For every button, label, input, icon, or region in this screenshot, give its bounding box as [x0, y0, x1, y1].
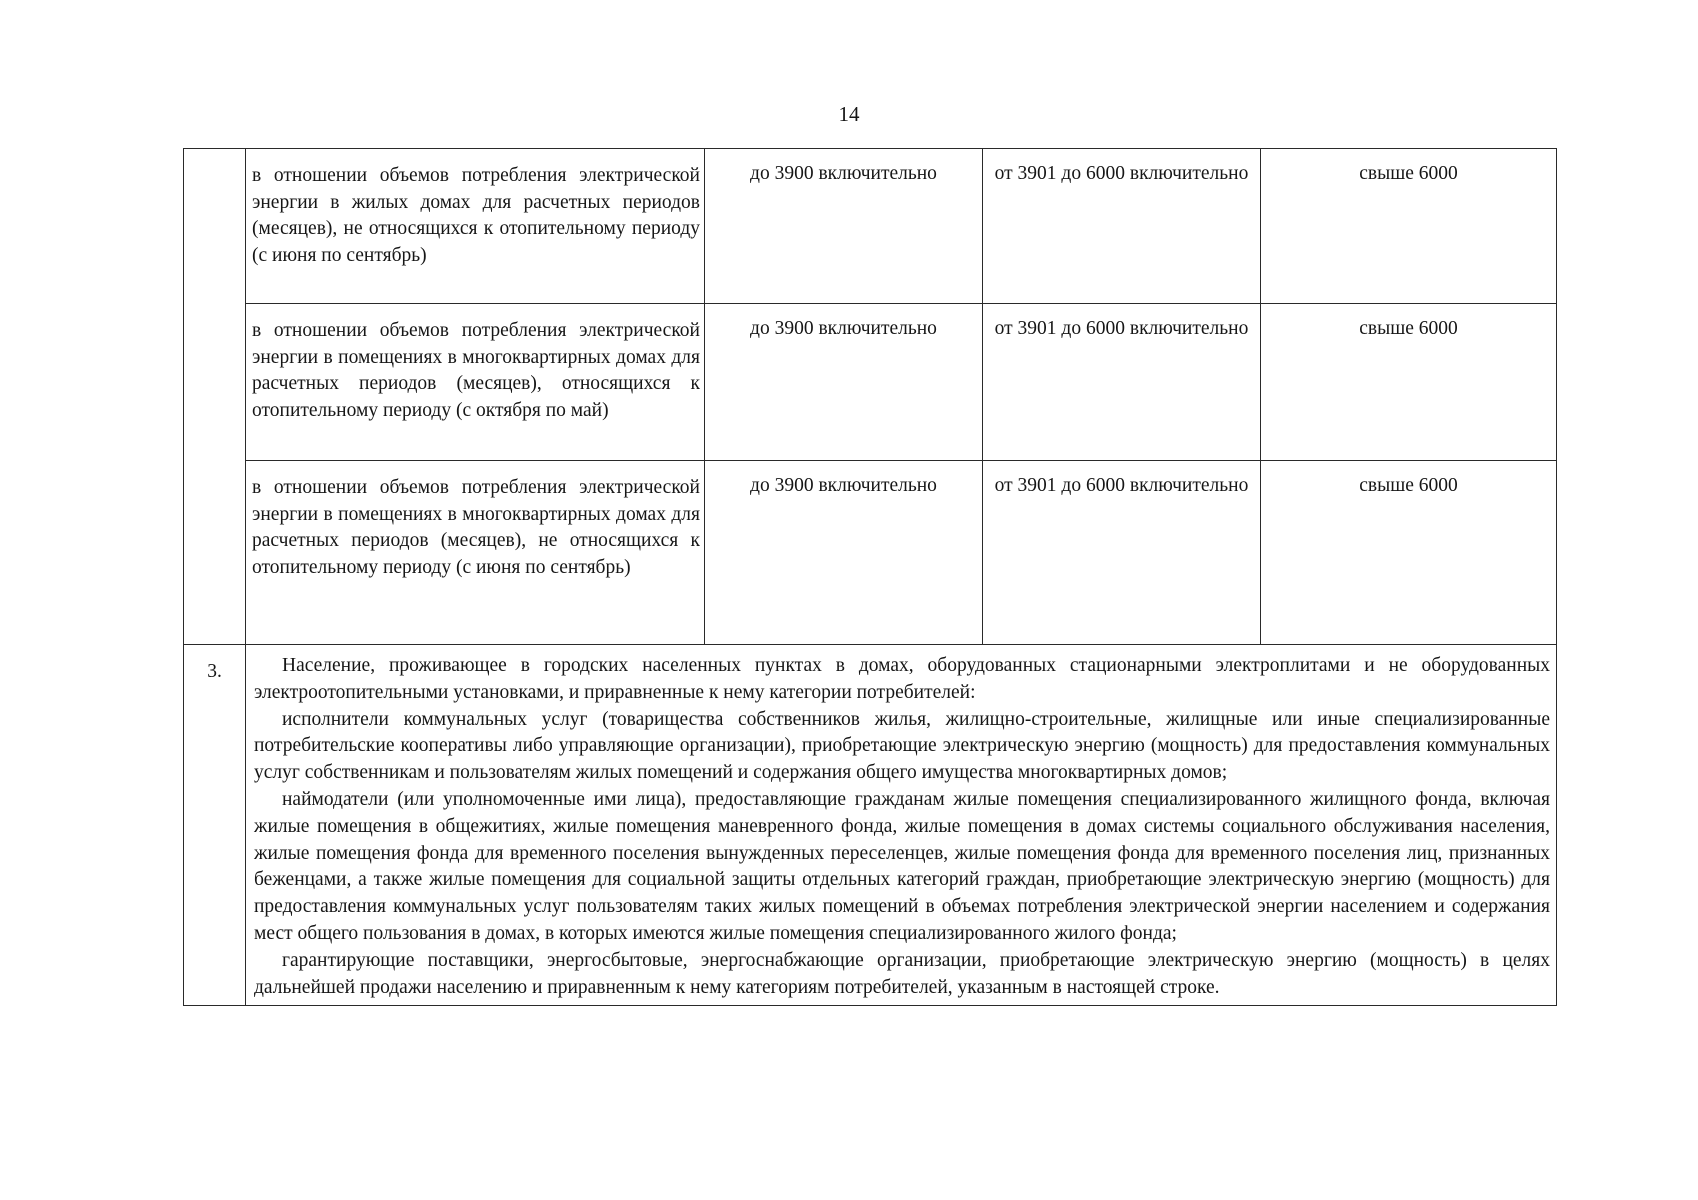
table-row [184, 149, 1557, 304]
section-number: 3. [184, 645, 246, 1006]
row-description: в отношении объемов потребления электрической энергии в помещениях в многоквартирных домах для расчетных периодов (месяцев), не относящихся к отопительному периоду (с июня по сентябрь) [246, 461, 705, 645]
range-high: свыше 6000 [1261, 149, 1557, 304]
section-3-row [184, 645, 1557, 1006]
range-low: до 3900 включительно [705, 149, 983, 304]
range-mid: от 3901 до 6000 включительно [983, 149, 1261, 304]
range-mid: от 3901 до 6000 включительно [983, 461, 1261, 645]
row-description: в отношении объемов потребления электрической энергии в жилых домах для расчетных периодов (месяцев), не относящихся к отопительному периоду (с июня по сентябрь) [246, 149, 705, 304]
range-high: свыше 6000 [1261, 461, 1557, 645]
row-description: в отношении объемов потребления электрической энергии в помещениях в многоквартирных домах для расчетных периодов (месяцев), относящихся к отопительному периоду (с октября по май) [246, 304, 705, 461]
tariff-table [183, 148, 1557, 1006]
row-number-cell [184, 149, 246, 645]
section-3-paragraph: наймодатели (или уполномоченные ими лица), предоставляющие гражданам жилые помещения специализированного жилищного фонда, включая жилые помещения в общежитиях, жилые помещения маневренного фонда, жилые помещения в домах системы социального обслуживания населения, жилые помещения фонда для временного поселения вынужденных переселенцев, жилые помещения фонда для временного поселения лиц, признанных беженцами, а также жилые помещения для социальной защиты отдельных категорий граждан, приобретающие электрическую энергию (мощность) для предоставления коммунальных услуг пользователям таких жилых помещений в объемах потребления электрической энергии населением и содержания мест общего пользования в домах, в которых имеются жилые помещения специализированного жилого фонда; [254, 788, 1550, 944]
section-3-paragraph: гарантирующие поставщики, энергосбытовые, энергоснабжающие организации, приобретающие электрическую энергию (мощность) в целях дальнейшей продажи населению и приравненным к нему категориям потребителей, указанным в настоящей строке. [254, 949, 1550, 998]
section-3-text [246, 645, 1557, 1006]
table-row [184, 461, 1557, 645]
section-3-paragraph: исполнители коммунальных услуг (товарищества собственников жилья, жилищно-строительные, жилищные или иные специализированные потребительские кооперативы либо управляющие организации), приобретающие электрическую энергию (мощность) для предоставления коммунальных услуг собственникам и пользователям жилых помещений и содержания общего имущества многоквартирных домов; [254, 708, 1550, 784]
section-3-paragraph: Население, проживающее в городских населенных пунктах в домах, оборудованных стационарными электроплитами и не оборудованных электроотопительными установками, и приравненные к нему категории потребителей: [254, 655, 1550, 703]
page-number: 14 [838, 102, 860, 126]
range-high: свыше 6000 [1261, 304, 1557, 461]
range-mid: от 3901 до 6000 включительно [983, 304, 1261, 461]
table-row [184, 304, 1557, 461]
range-low: до 3900 включительно [705, 304, 983, 461]
range-low: до 3900 включительно [705, 461, 983, 645]
